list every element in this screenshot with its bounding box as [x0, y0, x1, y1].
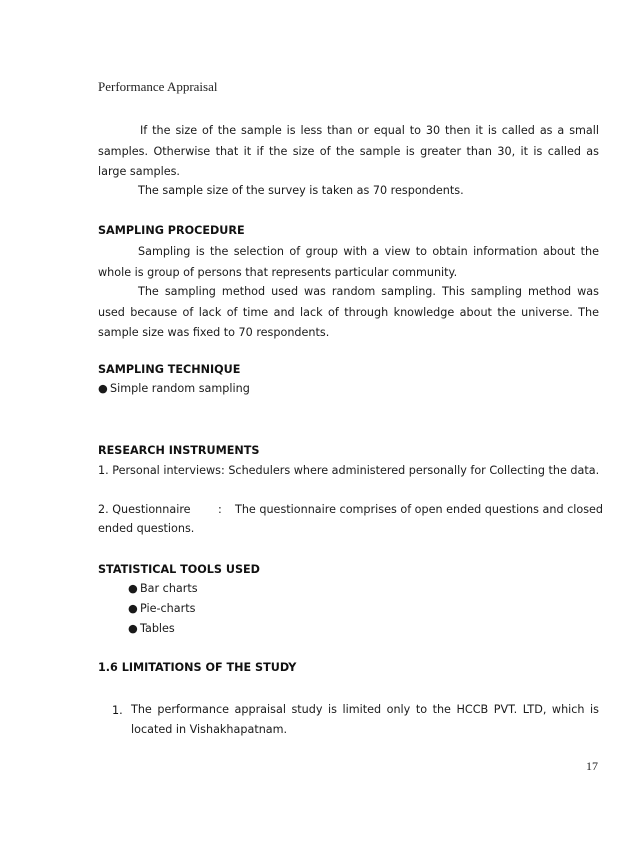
- tools-bullet-text: Pie-charts: [140, 602, 196, 615]
- procedure-paragraph-1-text: Sampling is the selection of group with a view to obtain information about the whole is group of persons that represents particular community.: [98, 245, 599, 279]
- tools-bullet-item: [128, 622, 175, 635]
- bullet-icon: ●: [98, 382, 108, 395]
- instrument-item-1: 1. Personal interviews: Schedulers where administered personally for Collecting the data.: [98, 464, 600, 477]
- limitation-item-number: 1.: [112, 704, 123, 717]
- sampling-procedure-heading: SAMPLING PROCEDURE: [98, 224, 245, 237]
- technique-bullet-text: Simple random sampling: [110, 382, 250, 395]
- instrument-item-2-label: 2. Questionnaire: [98, 503, 191, 516]
- running-header: Performance Appraisal: [98, 79, 218, 94]
- instrument-item-2-continuation: ended questions.: [98, 522, 195, 535]
- research-instruments-heading: RESEARCH INSTRUMENTS: [98, 444, 260, 457]
- limitations-heading: 1.6 LIMITATIONS OF THE STUDY: [98, 661, 297, 674]
- instrument-item-2-colon: :: [218, 503, 222, 516]
- sample-paragraph-1: [98, 121, 599, 183]
- bullet-icon: ●: [128, 602, 138, 615]
- sampling-technique-heading: SAMPLING TECHNIQUE: [98, 363, 241, 376]
- page-number: 17: [586, 759, 598, 773]
- technique-bullet-item: [98, 382, 250, 395]
- sample-paragraph-2-text: The sample size of the survey is taken as 70 respondents.: [138, 184, 464, 197]
- tools-bullet-text: Tables: [140, 622, 175, 635]
- procedure-paragraph-2-text: The sampling method used was random sampling. This sampling method was used because of lack of time and lack of through knowledge about the universe. The sample size was fixed to 70 respondents.: [98, 285, 599, 339]
- bullet-icon: ●: [128, 622, 138, 635]
- bullet-icon: ●: [128, 582, 138, 595]
- sample-paragraph-1-text: If the size of the sample is less than or equal to 30 then it is called as a small samples. Otherwise that it if the size of the sample is greater than 30, it is called as large samples.: [98, 124, 599, 178]
- sample-paragraph-2: [98, 181, 599, 202]
- instrument-item-2-text: The questionnaire comprises of open ended questions and closed: [235, 503, 604, 516]
- limitation-item-text: The performance appraisal study is limited only to the HCCB PVT. LTD, which is located in Vishakhapatnam.: [131, 703, 599, 736]
- tools-bullet-text: Bar charts: [140, 582, 198, 595]
- statistical-tools-heading: STATISTICAL TOOLS USED: [98, 563, 260, 576]
- procedure-paragraph-2: [98, 282, 599, 344]
- tools-bullet-item: [128, 602, 195, 615]
- tools-bullet-item: [128, 582, 198, 595]
- procedure-paragraph-1: [98, 242, 599, 283]
